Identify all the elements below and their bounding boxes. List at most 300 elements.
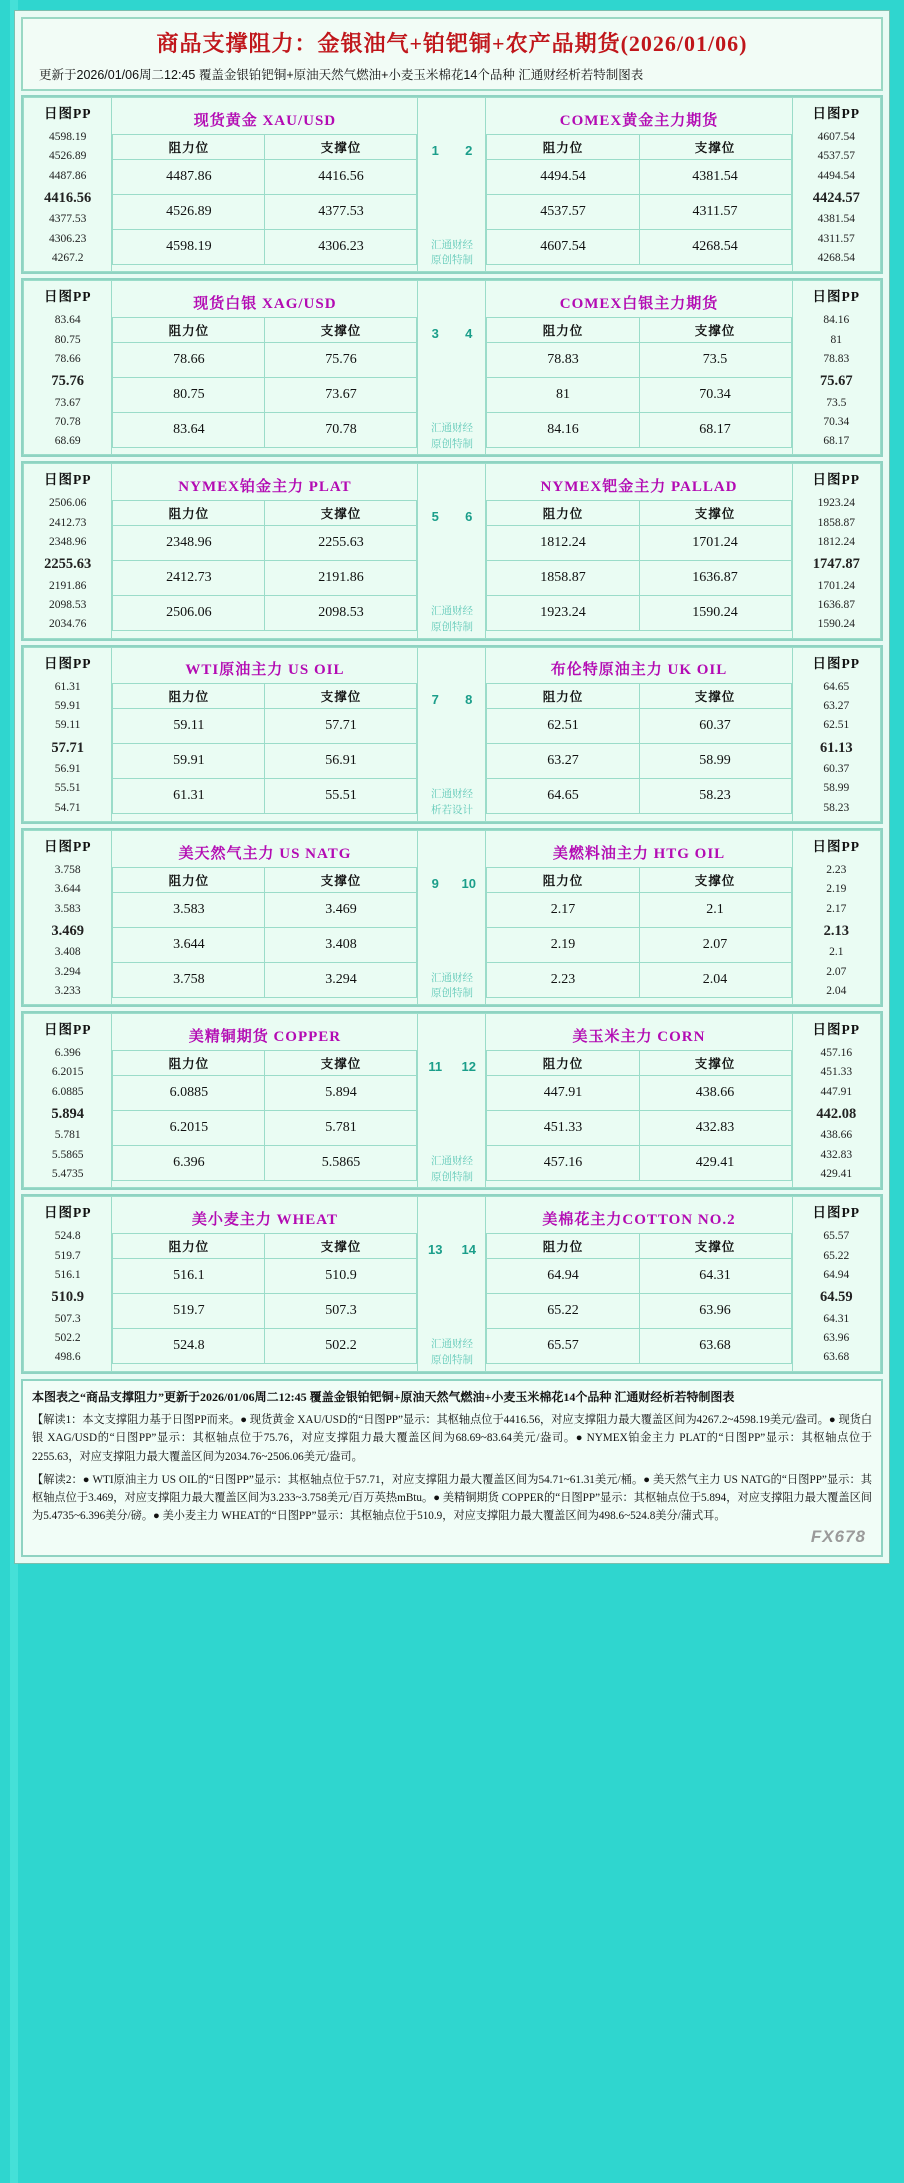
pivot-list [793, 492, 880, 637]
instrument-name: 现货白银 XAG/USD [193, 295, 337, 312]
resistance-cell: 61.31 [113, 779, 265, 814]
support-cell: 68.17 [639, 412, 791, 447]
levels-table [112, 500, 417, 631]
pivot-value: 75.67 [819, 373, 853, 390]
table-row [487, 194, 791, 229]
watermark: 汇通财经 原创特制 [430, 422, 473, 450]
support-header: 支撑位 [639, 501, 791, 526]
resistance-cell: 4526.89 [113, 194, 265, 229]
pp-column-left [24, 1197, 112, 1371]
resistance-cell: 447.91 [487, 1075, 639, 1110]
table-row [487, 1259, 791, 1294]
pivot-value: 2.23 [826, 863, 847, 876]
block-index-column [418, 98, 486, 272]
pivot-value: 63.68 [823, 1351, 850, 1364]
support-cell: 63.96 [639, 1294, 791, 1329]
table-row [487, 526, 791, 561]
pp-column-right [792, 647, 880, 821]
pivot-value: 4494.54 [817, 169, 855, 182]
pivot-value: 2.17 [826, 902, 847, 915]
support-cell: 57.71 [265, 709, 417, 744]
pivot-value: 73.5 [826, 396, 847, 409]
support-cell: 75.76 [265, 342, 417, 377]
pivot-value: 2.04 [826, 984, 847, 997]
pivot-list [793, 676, 880, 821]
resistance-cell: 84.16 [487, 412, 639, 447]
pivot-value: 6.396 [54, 1047, 81, 1060]
block-index-column [418, 464, 486, 638]
table-row [113, 962, 417, 997]
right-instrument-panel [486, 830, 792, 1004]
support-cell: 73.5 [639, 342, 791, 377]
pivot-value: 73.67 [54, 396, 81, 409]
pivot-value: 4311.57 [817, 232, 855, 245]
pp-column-left [24, 98, 112, 272]
pp-column-right [792, 1014, 880, 1188]
pivot-value: 438.66 [820, 1129, 853, 1142]
pivot-value: 507.3 [54, 1312, 81, 1325]
resistance-cell: 62.51 [487, 709, 639, 744]
levels-table [486, 134, 791, 265]
pivot-value: 451.33 [820, 1066, 853, 1079]
table-row [113, 892, 417, 927]
support-cell: 4311.57 [639, 194, 791, 229]
pivot-value: 70.34 [823, 415, 850, 428]
table-row [487, 561, 791, 596]
instrument-name: NYMEX铂金主力 PLAT [178, 479, 352, 496]
table-row [487, 927, 791, 962]
support-cell: 3.294 [265, 962, 417, 997]
resistance-cell: 4487.86 [113, 159, 265, 194]
support-cell: 70.34 [639, 377, 791, 412]
right-instrument-panel [486, 1014, 792, 1188]
pivot-value: 5.781 [54, 1129, 81, 1142]
pivot-value: 2412.73 [49, 516, 87, 529]
resistance-header: 阻力位 [487, 1234, 639, 1259]
support-cell: 1636.87 [639, 561, 791, 596]
resistance-cell: 80.75 [113, 377, 265, 412]
support-header: 支撑位 [639, 317, 791, 342]
support-cell: 55.51 [265, 779, 417, 814]
pivot-value: 1812.24 [817, 536, 855, 549]
levels-table [486, 867, 791, 998]
left-instrument-panel [112, 1014, 418, 1188]
pp-column-left [24, 647, 112, 821]
pivot-value: 5.5865 [51, 1148, 84, 1161]
support-header: 支撑位 [265, 684, 417, 709]
resistance-cell: 6.0885 [113, 1075, 265, 1110]
pp-header: 日图PP [812, 655, 861, 671]
resistance-cell: 6.396 [113, 1145, 265, 1180]
resistance-cell: 4537.57 [487, 194, 639, 229]
block-index-column [418, 830, 486, 1004]
pivot-value: 3.758 [54, 863, 81, 876]
resistance-header: 阻力位 [113, 1050, 265, 1075]
block-number-right: 6 [465, 509, 473, 525]
watermark: 汇通财经 原创特制 [430, 972, 473, 1000]
support-cell: 63.68 [639, 1329, 791, 1364]
instrument-block [21, 95, 883, 274]
pivot-value: 2255.63 [44, 556, 92, 573]
table-row [487, 1145, 791, 1180]
resistance-cell: 2348.96 [113, 526, 265, 561]
pp-header: 日图PP [43, 1022, 92, 1038]
resistance-cell: 59.91 [113, 744, 265, 779]
pivot-list [24, 309, 111, 454]
support-header: 支撑位 [265, 134, 417, 159]
support-cell: 510.9 [265, 1259, 417, 1294]
resistance-cell: 81 [487, 377, 639, 412]
support-cell: 2098.53 [265, 596, 417, 631]
report-sheet [14, 10, 890, 1564]
table-row [113, 229, 417, 264]
resistance-header: 阻力位 [113, 501, 265, 526]
table-row [113, 744, 417, 779]
pivot-value: 65.22 [823, 1249, 850, 1262]
pivot-value: 4416.56 [44, 189, 92, 206]
pp-header: 日图PP [43, 289, 92, 305]
levels-table [112, 1050, 417, 1181]
resistance-cell: 457.16 [487, 1145, 639, 1180]
pivot-value: 4526.89 [49, 150, 87, 163]
block-number-right: 12 [461, 1058, 476, 1074]
instrument-name: COMEX白银主力期货 [559, 295, 719, 312]
pivot-value: 3.294 [54, 965, 81, 978]
pivot-value: 55.51 [54, 782, 81, 795]
pivot-value: 4537.57 [817, 150, 855, 163]
resistance-header: 阻力位 [113, 1234, 265, 1259]
support-header: 支撑位 [639, 684, 791, 709]
instrument-name: 美精铜期货 COPPER [188, 1028, 342, 1045]
pivot-list [24, 1042, 111, 1187]
watermark: 汇通财经 原创特制 [430, 239, 473, 267]
block-number-right: 2 [465, 142, 473, 158]
levels-table [486, 317, 791, 448]
pp-column-right [792, 464, 880, 638]
instrument-name: 美棉花主力COTTON NO.2 [542, 1212, 736, 1229]
support-cell: 3.469 [265, 892, 417, 927]
pivot-value: 78.66 [54, 352, 81, 365]
table-row [487, 1294, 791, 1329]
support-header: 支撑位 [265, 1050, 417, 1075]
block-number-right: 10 [461, 875, 476, 891]
levels-table [112, 317, 417, 448]
pivot-value: 1701.24 [817, 579, 855, 592]
pivot-value: 54.71 [54, 801, 81, 814]
resistance-header: 阻力位 [113, 317, 265, 342]
resistance-header: 阻力位 [113, 867, 265, 892]
support-cell: 3.408 [265, 927, 417, 962]
resistance-cell: 1923.24 [487, 596, 639, 631]
pivot-value: 68.17 [823, 435, 850, 448]
pivot-value: 4607.54 [817, 131, 855, 143]
resistance-cell: 78.83 [487, 342, 639, 377]
support-cell: 4377.53 [265, 194, 417, 229]
pp-header: 日图PP [812, 1022, 861, 1038]
table-row [487, 779, 791, 814]
pivot-value: 2506.06 [49, 497, 87, 510]
pivot-value: 519.7 [54, 1249, 81, 1262]
watermark: 汇通财经 析若设计 [430, 789, 473, 817]
pivot-list [793, 1042, 880, 1187]
table-row [113, 1145, 417, 1180]
support-header: 支撑位 [265, 1234, 417, 1259]
instrument-block [21, 645, 883, 824]
support-cell: 2255.63 [265, 526, 417, 561]
resistance-cell: 78.66 [113, 342, 265, 377]
pivot-list [24, 859, 111, 1004]
pivot-value: 442.08 [816, 1106, 857, 1123]
support-cell: 4381.54 [639, 159, 791, 194]
resistance-cell: 519.7 [113, 1294, 265, 1329]
footer-summary: 本图表之“商品支撑阻力”更新于2026/01/06周二12:45 覆盖金银铂钯铜+原油天然气燃油+小麦玉米棉花14个品种 汇通财经析若特制图表 [32, 1389, 735, 1404]
support-cell: 4306.23 [265, 229, 417, 264]
pivot-value: 2034.76 [49, 618, 87, 631]
instrument-block [21, 1011, 883, 1190]
pivot-value: 84.16 [823, 314, 850, 327]
pp-header: 日图PP [43, 655, 92, 671]
pivot-list [793, 859, 880, 1004]
pivot-value: 447.91 [820, 1085, 853, 1098]
levels-table [486, 500, 791, 631]
pp-column-left [24, 464, 112, 638]
pp-header: 日图PP [812, 838, 861, 854]
support-cell: 58.23 [639, 779, 791, 814]
levels-table [112, 134, 417, 265]
right-instrument-panel [486, 98, 792, 272]
pivot-value: 6.2015 [51, 1066, 84, 1079]
table-row [487, 596, 791, 631]
instrument-name: 美燃料油主力 HTG OIL [552, 845, 726, 862]
resistance-cell: 64.65 [487, 779, 639, 814]
table-row [487, 1075, 791, 1110]
resistance-cell: 4598.19 [113, 229, 265, 264]
levels-table [486, 1050, 791, 1181]
pivot-value: 516.1 [54, 1269, 81, 1282]
pivot-value: 4306.23 [49, 232, 87, 245]
pivot-value: 4487.86 [49, 169, 87, 182]
support-header: 支撑位 [639, 1050, 791, 1075]
support-cell: 64.31 [639, 1259, 791, 1294]
right-instrument-panel [486, 464, 792, 638]
resistance-cell: 516.1 [113, 1259, 265, 1294]
resistance-header: 阻力位 [113, 684, 265, 709]
pp-header: 日图PP [43, 472, 92, 488]
pivot-list [24, 676, 111, 821]
levels-table [112, 1233, 417, 1364]
resistance-cell: 2506.06 [113, 596, 265, 631]
instrument-block [21, 1194, 883, 1373]
block-number-left: 3 [431, 325, 439, 341]
pivot-value: 64.94 [823, 1269, 850, 1282]
block-number-right: 8 [465, 692, 473, 708]
pivot-value: 2.19 [826, 883, 847, 896]
table-row [113, 194, 417, 229]
support-cell: 502.2 [265, 1329, 417, 1364]
levels-table [112, 867, 417, 998]
pivot-value: 75.76 [51, 373, 85, 390]
table-row [113, 377, 417, 412]
support-cell: 1590.24 [639, 596, 791, 631]
table-row [487, 1329, 791, 1364]
instrument-block [21, 461, 883, 640]
resistance-cell: 64.94 [487, 1259, 639, 1294]
table-row [487, 159, 791, 194]
pivot-value: 5.894 [51, 1106, 85, 1123]
pivot-value: 2.1 [829, 946, 844, 959]
pp-header: 日图PP [812, 289, 861, 305]
pivot-value: 510.9 [51, 1289, 85, 1306]
support-cell: 432.83 [639, 1110, 791, 1145]
pivot-value: 3.644 [54, 883, 81, 896]
pp-header: 日图PP [812, 472, 861, 488]
table-row [113, 412, 417, 447]
pivot-value: 3.408 [54, 946, 81, 959]
pivot-value: 6.0885 [51, 1085, 84, 1098]
pivot-value: 62.51 [823, 719, 850, 732]
instrument-name: 布伦特原油主力 UK OIL [550, 662, 728, 679]
instrument-name: 美玉米主力 CORN [572, 1028, 706, 1045]
right-instrument-panel [486, 647, 792, 821]
table-row [113, 596, 417, 631]
table-row [113, 1075, 417, 1110]
table-row [113, 709, 417, 744]
resistance-cell: 2412.73 [113, 561, 265, 596]
pivot-value: 58.99 [823, 782, 850, 795]
resistance-cell: 83.64 [113, 412, 265, 447]
support-cell: 4268.54 [639, 229, 791, 264]
resistance-header: 阻力位 [487, 1050, 639, 1075]
table-row [113, 1259, 417, 1294]
pivot-value: 63.96 [823, 1332, 850, 1345]
support-header: 支撑位 [265, 501, 417, 526]
block-number-right: 4 [465, 325, 473, 341]
support-cell: 438.66 [639, 1075, 791, 1110]
pivot-value: 1747.87 [812, 556, 860, 573]
instrument-name: 现货黄金 XAU/USD [193, 112, 337, 129]
pp-header: 日图PP [43, 838, 92, 854]
pivot-list [793, 1225, 880, 1370]
pivot-value: 56.91 [54, 763, 81, 775]
resistance-cell: 1858.87 [487, 561, 639, 596]
block-number-left: 13 [427, 1242, 443, 1258]
table-row [487, 744, 791, 779]
resistance-cell: 3.758 [113, 962, 265, 997]
pivot-value: 68.69 [54, 435, 81, 448]
instrument-name: WTI原油主力 US OIL [185, 662, 345, 679]
resistance-cell: 63.27 [487, 744, 639, 779]
resistance-cell: 2.19 [487, 927, 639, 962]
resistance-cell: 6.2015 [113, 1110, 265, 1145]
instrument-name: 美天然气主力 US NATG [178, 845, 352, 862]
pp-header: 日图PP [43, 1205, 92, 1221]
support-cell: 5.5865 [265, 1145, 417, 1180]
support-cell: 56.91 [265, 744, 417, 779]
support-cell: 5.781 [265, 1110, 417, 1145]
support-header: 支撑位 [639, 867, 791, 892]
pivot-value: 2.13 [823, 922, 849, 939]
left-instrument-panel [112, 647, 418, 821]
block-number-right: 14 [461, 1242, 476, 1258]
resistance-header: 阻力位 [487, 501, 639, 526]
resistance-cell: 3.583 [113, 892, 265, 927]
pivot-value: 83.64 [54, 314, 81, 327]
table-row [487, 1110, 791, 1145]
pivot-list [24, 126, 111, 271]
right-instrument-panel [486, 281, 792, 455]
resistance-header: 阻力位 [487, 317, 639, 342]
table-row [487, 412, 791, 447]
instrument-name: COMEX黄金主力期货 [559, 112, 719, 129]
table-row [113, 561, 417, 596]
pivot-value: 2.07 [826, 965, 847, 978]
watermark: 汇通财经 原创特制 [430, 606, 473, 633]
pp-header: 日图PP [43, 106, 92, 121]
pivot-value: 2348.96 [49, 536, 87, 549]
pivot-list [793, 309, 880, 454]
pivot-value: 61.31 [54, 680, 81, 693]
support-cell: 60.37 [639, 709, 791, 744]
pivot-value: 3.233 [54, 984, 81, 997]
footer-note-2: 【解读2：● WTI原油主力 US OIL的“日图PP”显示：其枢轴点位于57.71，对应支撑阻力最大覆盖区间为54.71~61.31美元/桶。● 美天然气主力 US NATG的“日图PP”显示：其枢轴点位于3.469，对应支撑阻力最大覆盖区间为3.233~3.758美元/百万英热mBtu。● 美精铜期货 COPPER的“日图PP”显示：其枢轴点位于5.894，对应支撑阻力最大覆盖区间为5.4735~6.396美分/磅。● 美小麦主力 WHEAT的“日图PP”显示：其枢轴点位于510.9，对应支撑阻力最大覆盖区间为498.6~524.8美分/蒲式耳。 [32, 1473, 872, 1522]
pivot-list [793, 126, 880, 271]
pivot-value: 80.75 [54, 333, 81, 346]
block-number-left: 1 [431, 142, 439, 158]
pivot-value: 61.13 [819, 739, 853, 756]
page-title: 商品支撑阻力：金银油气+铂钯铜+农产品期货(2026/01/06) [156, 31, 748, 56]
block-index-column [418, 1014, 486, 1188]
resistance-cell: 1812.24 [487, 526, 639, 561]
levels-table [486, 683, 791, 814]
block-index-column [418, 647, 486, 821]
pivot-value: 57.71 [51, 739, 85, 756]
pp-column-right [792, 98, 880, 272]
resistance-cell: 65.57 [487, 1329, 639, 1364]
pivot-value: 457.16 [820, 1047, 853, 1060]
pivot-value: 502.2 [54, 1332, 81, 1345]
pp-header: 日图PP [812, 106, 861, 121]
pivot-value: 429.41 [820, 1168, 853, 1181]
pivot-value: 81 [830, 333, 843, 346]
pivot-value: 4268.54 [817, 251, 855, 264]
pivot-value: 498.6 [54, 1351, 81, 1364]
support-cell: 4416.56 [265, 159, 417, 194]
pp-column-right [792, 830, 880, 1004]
pp-header: 日图PP [812, 1205, 861, 1221]
pivot-value: 4267.2 [51, 251, 84, 264]
pivot-value: 1636.87 [817, 599, 855, 612]
footer-note-1: 【解读1：本文支撑阻力基于日图PP而来。● 现货黄金 XAU/USD的“日图PP”显示：其枢轴点位于4416.56，对应支撑阻力最大覆盖区间为4267.2~4598.19美元/盎司。● 现货白银 XAG/USD的“日图PP”显示：其枢轴点位于75.76，对应支撑阻力最大覆盖区间为68.69~83.64美元/盎司。● NYMEX铂金主力 PLAT的“日图PP”显示：其枢轴点位于2255.63，对应支撑阻力最大覆盖区间为2034.76~2506.06美元/盎司。 [32, 1414, 873, 1463]
left-instrument-panel [112, 464, 418, 638]
pivot-value: 2191.86 [49, 579, 87, 592]
pivot-value: 58.23 [823, 801, 850, 814]
instrument-blocks [15, 95, 889, 1374]
report-header [21, 17, 883, 91]
pivot-value: 63.27 [823, 700, 850, 713]
table-row [113, 1110, 417, 1145]
pp-column-right [792, 281, 880, 455]
block-number-left: 7 [431, 692, 439, 708]
report-footer [21, 1379, 883, 1557]
pivot-value: 1858.87 [817, 516, 855, 529]
instrument-name: 美小麦主力 WHEAT [191, 1212, 339, 1229]
support-cell: 2191.86 [265, 561, 417, 596]
support-cell: 1701.24 [639, 526, 791, 561]
table-row [487, 377, 791, 412]
table-row [113, 342, 417, 377]
pivot-value: 64.59 [819, 1289, 853, 1306]
table-row [113, 927, 417, 962]
